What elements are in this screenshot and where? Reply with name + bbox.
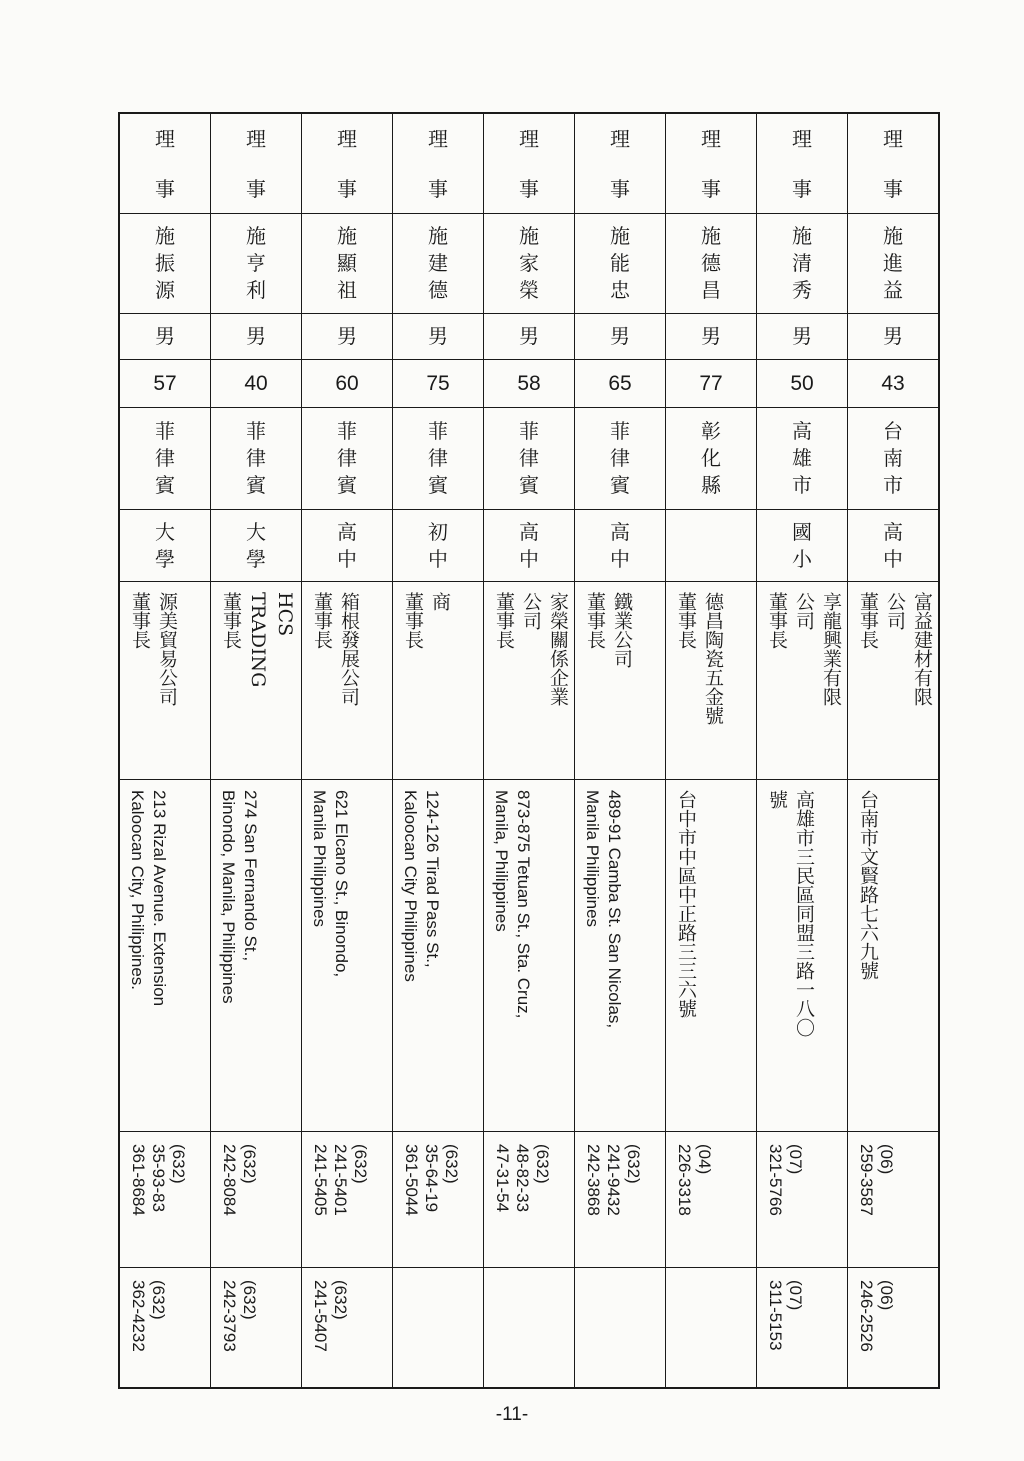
member-education: 高 中	[337, 519, 357, 571]
address-cell	[848, 780, 938, 1132]
member-occupation: 家榮關係企業 公司 董事長	[493, 592, 569, 706]
title-cell	[484, 114, 574, 214]
member-name: 施 能 忠	[610, 224, 630, 302]
title-cell	[120, 114, 210, 214]
member-phone-secondary: (632) 362-4232	[129, 1280, 168, 1352]
member-occupation: HCS TRADING 董事長	[220, 592, 296, 688]
member-name: 施 德 昌	[701, 224, 721, 302]
education-cell	[666, 510, 756, 582]
sex-cell	[666, 314, 756, 360]
phone-cell-secondary	[211, 1268, 301, 1387]
occupation-cell	[302, 582, 392, 780]
member-phone-secondary: (07) 311-5153	[766, 1280, 805, 1351]
age-cell	[757, 360, 847, 408]
member-table	[118, 112, 940, 1389]
occupation-cell	[120, 582, 210, 780]
member-title: 理 事	[792, 127, 812, 201]
phone-cell-secondary	[848, 1268, 938, 1387]
title-cell	[757, 114, 847, 214]
member-birthplace: 高 雄 市	[792, 419, 812, 497]
name-cell	[393, 214, 483, 314]
occupation-cell	[666, 582, 756, 780]
member-column	[484, 114, 575, 1387]
member-name: 施 顯 祖	[337, 224, 357, 302]
education-cell	[757, 510, 847, 582]
member-phone-primary: (632) 35-93-83 361-8684	[129, 1144, 188, 1216]
phone-cell-secondary	[393, 1268, 483, 1387]
member-name: 施 清 秀	[792, 224, 812, 302]
member-occupation: 富益建材有限 公司 董事長	[857, 592, 933, 706]
phone-cell	[120, 1132, 210, 1268]
sex-cell	[393, 314, 483, 360]
birthplace-cell	[666, 408, 756, 510]
phone-cell	[848, 1132, 938, 1268]
member-phone-primary: (04) 226-3318	[675, 1144, 714, 1216]
member-phone-primary: (632) 241-5401 241-5405	[311, 1144, 370, 1216]
member-birthplace: 彰 化 縣	[701, 419, 721, 497]
member-phone-primary: (632) 241-9432 242-3868	[584, 1144, 643, 1216]
member-occupation: 箱根發展公司 董事長	[311, 592, 360, 706]
phone-cell	[757, 1132, 847, 1268]
age-cell	[484, 360, 574, 408]
member-education: 高 中	[610, 519, 630, 571]
education-cell	[302, 510, 392, 582]
occupation-cell	[575, 582, 665, 780]
member-column	[666, 114, 757, 1387]
phone-cell	[302, 1132, 392, 1268]
member-address: 台中市中區中正路三三六號	[675, 790, 697, 1018]
member-address: 873-875 Tetuan St., Sta. Cruz, Manila, Philippines	[492, 790, 533, 1019]
member-birthplace: 菲 律 賓	[246, 419, 266, 497]
age-cell	[666, 360, 756, 408]
member-name: 施 亨 利	[246, 224, 266, 302]
member-age: 75	[426, 371, 450, 395]
member-education: 高 中	[519, 519, 539, 571]
name-cell	[120, 214, 210, 314]
member-age: 57	[153, 371, 177, 395]
member-address: 274 San Fernando St., Binondo, Manila, Philippines	[219, 790, 260, 1004]
member-phone-primary: (06) 259-3587	[857, 1144, 896, 1216]
phone-cell-secondary	[484, 1268, 574, 1387]
name-cell	[757, 214, 847, 314]
member-age: 58	[517, 371, 541, 395]
member-title: 理 事	[883, 127, 903, 201]
member-education: 初 中	[428, 519, 448, 571]
member-occupation: 享龍興業有限 公司 董事長	[766, 592, 842, 706]
address-cell	[666, 780, 756, 1132]
member-title: 理 事	[155, 127, 175, 201]
member-sex: 男	[337, 324, 357, 348]
address-cell	[575, 780, 665, 1132]
member-age: 43	[881, 371, 905, 395]
member-phone-secondary: (632) 242-3793	[220, 1280, 259, 1352]
occupation-cell	[393, 582, 483, 780]
sex-cell	[575, 314, 665, 360]
member-sex: 男	[155, 324, 175, 348]
birthplace-cell	[120, 408, 210, 510]
sex-cell	[484, 314, 574, 360]
age-cell	[120, 360, 210, 408]
member-column	[848, 114, 938, 1387]
member-education: 高 中	[883, 519, 903, 571]
address-cell	[211, 780, 301, 1132]
member-sex: 男	[701, 324, 721, 348]
age-cell	[575, 360, 665, 408]
member-sex: 男	[792, 324, 812, 348]
member-title: 理 事	[701, 127, 721, 201]
education-cell	[211, 510, 301, 582]
member-education: 國 小	[792, 519, 812, 571]
phone-cell	[666, 1132, 756, 1268]
member-occupation: 源美貿易公司 董事長	[129, 592, 178, 706]
member-address: 489-91 Camba St. San Nicolas, Manila Philippines	[583, 790, 624, 1029]
birthplace-cell	[757, 408, 847, 510]
address-cell	[484, 780, 574, 1132]
title-cell	[211, 114, 301, 214]
member-phone-primary: (632) 242-8084	[220, 1144, 259, 1216]
member-sex: 男	[883, 324, 903, 348]
phone-cell-secondary	[302, 1268, 392, 1387]
name-cell	[211, 214, 301, 314]
birthplace-cell	[848, 408, 938, 510]
member-name: 施 振 源	[155, 224, 175, 302]
member-education: 大 學	[155, 519, 175, 571]
member-address: 高雄市三民區同盟三路一八〇 號	[766, 790, 815, 1037]
title-cell	[848, 114, 938, 214]
member-occupation: 德昌陶瓷五金號 董事長	[675, 592, 724, 725]
phone-cell	[484, 1132, 574, 1268]
birthplace-cell	[575, 408, 665, 510]
member-birthplace: 菲 律 賓	[337, 419, 357, 497]
sex-cell	[757, 314, 847, 360]
member-birthplace: 台 南 市	[883, 419, 903, 497]
phone-cell-secondary	[575, 1268, 665, 1387]
occupation-cell	[484, 582, 574, 780]
member-title: 理 事	[246, 127, 266, 201]
member-age: 65	[608, 371, 632, 395]
age-cell	[211, 360, 301, 408]
phone-cell-secondary	[666, 1268, 756, 1387]
birthplace-cell	[211, 408, 301, 510]
member-sex: 男	[519, 324, 539, 348]
member-sex: 男	[610, 324, 630, 348]
address-cell	[393, 780, 483, 1132]
member-name: 施 進 益	[883, 224, 903, 302]
address-cell	[120, 780, 210, 1132]
member-name: 施 家 榮	[519, 224, 539, 302]
member-phone-secondary: (06) 246-2526	[857, 1280, 896, 1352]
page-number: -11-	[495, 1404, 529, 1425]
member-phone-secondary	[484, 1268, 500, 1387]
age-cell	[848, 360, 938, 408]
member-phone-secondary	[575, 1268, 591, 1387]
phone-cell	[575, 1132, 665, 1268]
title-cell	[575, 114, 665, 214]
member-birthplace: 菲 律 賓	[428, 419, 448, 497]
birthplace-cell	[302, 408, 392, 510]
birthplace-cell	[484, 408, 574, 510]
education-cell	[848, 510, 938, 582]
age-cell	[393, 360, 483, 408]
education-cell	[393, 510, 483, 582]
member-column	[393, 114, 484, 1387]
phone-cell	[211, 1132, 301, 1268]
birthplace-cell	[393, 408, 483, 510]
phone-cell	[393, 1132, 483, 1268]
member-birthplace: 菲 律 賓	[519, 419, 539, 497]
education-cell	[484, 510, 574, 582]
member-occupation: 鐵業公司 董事長	[584, 592, 633, 668]
member-occupation: 商 董事長	[402, 592, 451, 649]
member-column	[211, 114, 302, 1387]
member-column	[575, 114, 666, 1387]
sex-cell	[302, 314, 392, 360]
sex-cell	[120, 314, 210, 360]
member-birthplace: 菲 律 賓	[610, 419, 630, 497]
member-age: 50	[790, 371, 814, 395]
sex-cell	[848, 314, 938, 360]
member-age: 40	[244, 371, 268, 395]
member-phone-secondary: (632) 241-5407	[311, 1280, 350, 1352]
sex-cell	[211, 314, 301, 360]
address-cell	[302, 780, 392, 1132]
occupation-cell	[848, 582, 938, 780]
member-phone-secondary	[393, 1268, 409, 1387]
member-education: 大 學	[246, 519, 266, 571]
member-title: 理 事	[337, 127, 357, 201]
member-sex: 男	[428, 324, 448, 348]
name-cell	[484, 214, 574, 314]
member-title: 理 事	[428, 127, 448, 201]
member-phone-primary: (07) 321-5766	[766, 1144, 805, 1216]
education-cell	[575, 510, 665, 582]
member-column	[757, 114, 848, 1387]
name-cell	[302, 214, 392, 314]
member-column	[302, 114, 393, 1387]
name-cell	[666, 214, 756, 314]
member-phone-secondary	[666, 1268, 682, 1387]
name-cell	[848, 214, 938, 314]
member-phone-primary: (632) 48-82-33 47-31-54	[493, 1144, 552, 1213]
member-address: 213 Rizal Avenue. Extension Kaloocan City, Philippines.	[128, 790, 169, 1007]
phone-cell-secondary	[757, 1268, 847, 1387]
member-age: 60	[335, 371, 359, 395]
occupation-cell	[211, 582, 301, 780]
member-address: 124-126 Tirad Pass St., Kaloocan City Philippines	[401, 790, 442, 982]
member-address: 台南市文賢路七六九號	[857, 790, 879, 980]
education-cell	[120, 510, 210, 582]
address-cell	[757, 780, 847, 1132]
title-cell	[393, 114, 483, 214]
member-title: 理 事	[610, 127, 630, 201]
title-cell	[666, 114, 756, 214]
member-address: 621 Elcano St., Binondo, Manila Philippines	[310, 790, 351, 978]
member-age: 77	[699, 371, 723, 395]
member-title: 理 事	[519, 127, 539, 201]
member-phone-primary: (632) 35-64-19 361-5044	[402, 1144, 461, 1216]
member-name: 施 建 德	[428, 224, 448, 302]
title-cell	[302, 114, 392, 214]
occupation-cell	[757, 582, 847, 780]
name-cell	[575, 214, 665, 314]
member-birthplace: 菲 律 賓	[155, 419, 175, 497]
member-sex: 男	[246, 324, 266, 348]
age-cell	[302, 360, 392, 408]
member-column	[120, 114, 211, 1387]
phone-cell-secondary	[120, 1268, 210, 1387]
